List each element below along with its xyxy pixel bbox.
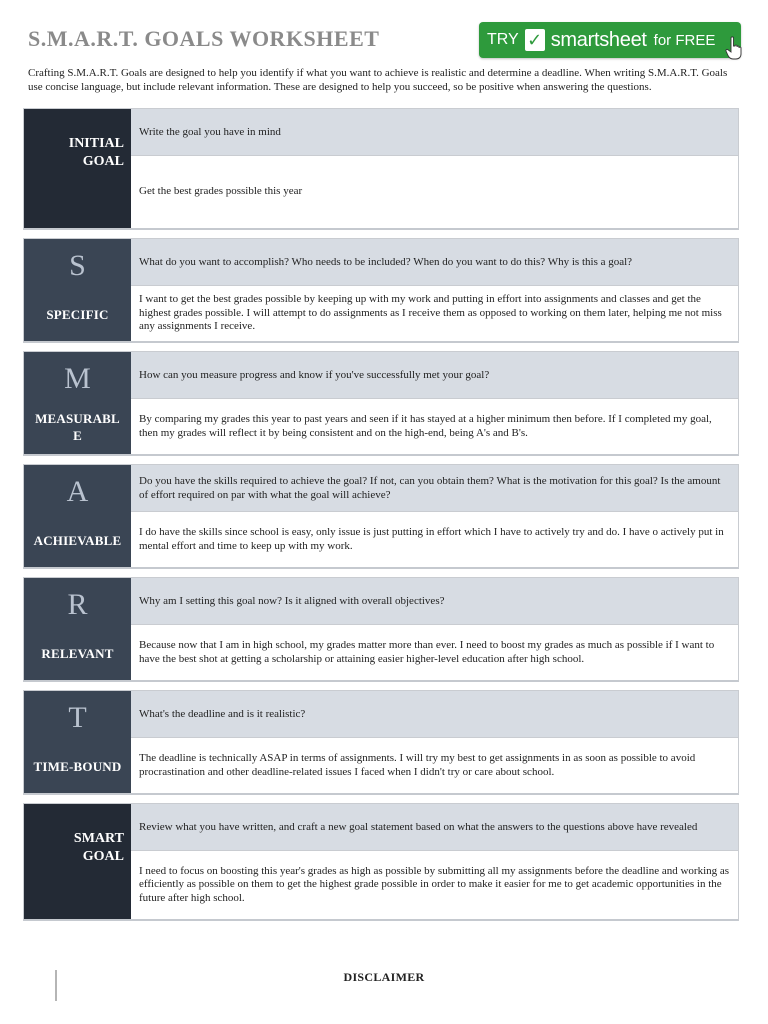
section-question: Do you have the skills required to achieve the goal? If not, can you obtain them? What is the motivation for this goal? Is the amount of effort required on par with what the goal will achieve? bbox=[131, 465, 738, 511]
section-smart-goal bbox=[23, 803, 739, 921]
checkmark-icon: ✓ bbox=[525, 29, 545, 51]
section-answer-field[interactable]: By comparing my grades this year to past years and seen if it has stayed at a higher minimum then before. If I completed my goal, then my grades will reflect it by being consistent and on the high-end, being A's and B's. bbox=[131, 398, 738, 454]
section-letter: S bbox=[69, 249, 86, 282]
section-label-panel bbox=[24, 239, 131, 341]
disclaimer-heading: DISCLAIMER bbox=[343, 970, 425, 984]
section-answer-field[interactable]: Get the best grades possible this year bbox=[131, 155, 738, 228]
section-letter: R bbox=[67, 588, 88, 621]
section-label: ACHIEVABLE bbox=[33, 533, 122, 548]
section-letter: T bbox=[68, 701, 87, 734]
section-label-panel bbox=[24, 691, 131, 793]
section-label-panel bbox=[24, 352, 131, 454]
section-label-panel bbox=[24, 465, 131, 567]
section-achievable bbox=[23, 464, 739, 569]
section-time-bound bbox=[23, 690, 739, 795]
promo-for-free-text: for FREE bbox=[653, 31, 716, 49]
try-smartsheet-free-button[interactable] bbox=[479, 22, 741, 58]
section-question: Write the goal you have in mind bbox=[131, 109, 738, 155]
section-question: Review what you have written, and craft a new goal statement based on what the answers to the questions above have revealed bbox=[131, 804, 738, 850]
section-label-panel bbox=[24, 804, 131, 919]
section-answer-field[interactable]: I need to focus on boosting this year's grades as high as possible by submitting all my assignments before the deadline and working as efficiently as possible on them to get the highest grade possible in order to make it easier for me to get academic opportunities in the future after high school. bbox=[131, 850, 738, 919]
section-letter: M bbox=[64, 362, 91, 395]
section-question: Why am I setting this goal now? Is it aligned with overall objectives? bbox=[131, 578, 738, 624]
promo-try-text: TRY bbox=[487, 31, 519, 48]
section-question: What do you want to accomplish? Who needs to be included? When do you want to do this? Why is this a goal? bbox=[131, 239, 738, 285]
section-label-panel bbox=[24, 578, 131, 680]
intro-paragraph: Crafting S.M.A.R.T. Goals are designed to help you identify if what you want to achieve is realistic and determine a deadline. When writing S.M.A.R.T. Goals use concise language, but include relevant information. These are designed to help you succeed, so be positive when answering the questions. bbox=[28, 67, 728, 93]
promo-brand-text: smartsheet bbox=[550, 28, 647, 51]
section-specific bbox=[23, 238, 739, 343]
section-measurable bbox=[23, 351, 739, 456]
section-letter: A bbox=[66, 475, 89, 508]
section-label: TIME-BOUND bbox=[33, 759, 122, 774]
section-answer-field[interactable]: The deadline is technically ASAP in terms of assignments. I will try my best to get assignments in as soon as possible to avoid procrastination and other deadline-related issues I faced when I didn't try or care about school. bbox=[131, 737, 738, 793]
section-label: INITIAL GOAL bbox=[68, 136, 124, 169]
section-answer-field[interactable]: I do have the skills since school is easy, only issue is just putting in effort which I have to actively try and do. I have o actively put in mental effort and time to keep up with my work. bbox=[131, 511, 738, 567]
worksheet-title: S.M.A.R.T. GOALS WORKSHEET bbox=[28, 26, 380, 51]
section-label-panel bbox=[24, 109, 131, 228]
section-label: SPECIFIC bbox=[46, 307, 109, 322]
section-question: What's the deadline and is it realistic? bbox=[131, 691, 738, 737]
section-question: How can you measure progress and know if you've successfully met your goal? bbox=[131, 352, 738, 398]
section-initial-goal bbox=[23, 108, 739, 230]
section-label: RELEVANT bbox=[41, 646, 114, 661]
hand-pointer-icon bbox=[725, 36, 743, 60]
section-relevant bbox=[23, 577, 739, 682]
section-answer-field[interactable]: I want to get the best grades possible by keeping up with my work and putting in effort into assignments and classes and get the highest grades possible. I will attempt to do assignments as I receive them as opposed to working on them later, helping me not miss any assignments I receive. bbox=[131, 285, 738, 341]
section-label: SMART GOAL bbox=[73, 831, 124, 864]
section-label: MEASURABL E bbox=[35, 411, 120, 443]
section-answer-field[interactable]: Because now that I am in high school, my grades matter more than ever. I need to boost my grades as much as possible if I want to have the best shot at getting a scholarship or attaining easier higher-level education after high school. bbox=[131, 624, 738, 680]
